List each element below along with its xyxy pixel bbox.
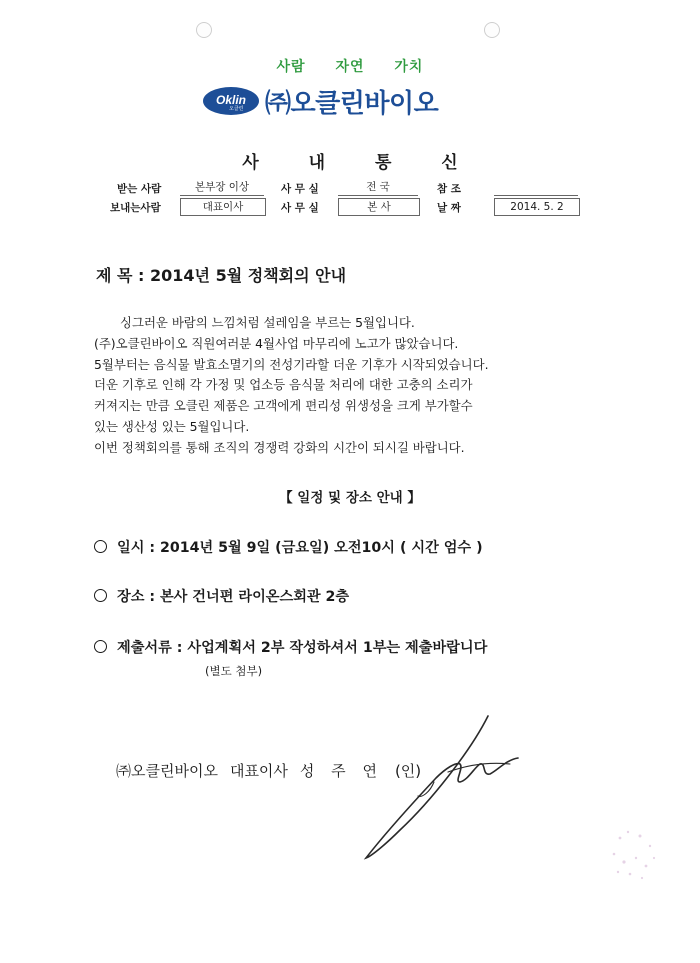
body-line: 더운 기후로 인해 각 가정 및 업소등 음식물 처리에 대한 고충의 소리가 (94, 377, 473, 393)
slogan-word: 가치 (394, 59, 424, 75)
sender-value: 대표이사 (180, 198, 266, 216)
body-line: 이번 정책회의를 통해 조직의 경쟁력 강화의 시간이 되시길 바랍니다. (94, 439, 465, 455)
logo-text: Oklin (215, 92, 246, 107)
sender-office-label: 사 무 실 (281, 202, 319, 214)
section-title: 【 일정 및 장소 안내 】 (279, 490, 421, 506)
slogan-word: 사람 (276, 59, 306, 75)
receiver-office-value: 전 국 (338, 179, 418, 196)
schedule-item-documents (94, 637, 487, 657)
oklin-logo-icon (203, 87, 259, 115)
punch-hole (196, 22, 212, 38)
reference-label: 참 조 (437, 183, 461, 195)
body-line: 커져지는 만큼 오클린 제품은 고객에게 편리성 위생성을 크게 부가할수 (94, 398, 473, 414)
handwritten-signature (360, 712, 530, 862)
slogan-word: 자연 (335, 59, 365, 75)
receiver-label: 받는 사람 (117, 183, 162, 195)
routing-row-sender (0, 198, 700, 218)
company-name: ㈜오클린바이오 (265, 88, 439, 119)
receiver-office-label: 사 무 실 (281, 183, 319, 195)
subject-line: 제 목 : 2014년 5월 정책회의 안내 (96, 266, 347, 285)
sender-office-value: 본 사 (338, 198, 420, 216)
circle-bullet-icon (94, 640, 107, 653)
reference-value (494, 179, 578, 196)
attachment-note: (별도 첨부) (205, 664, 263, 678)
faded-seal-stamp (600, 820, 670, 890)
signature-title: 대표이사 (229, 762, 288, 780)
body-line: 있는 생산성 있는 5월입니다. (94, 418, 250, 434)
slogan (0, 56, 700, 76)
body-text (94, 313, 564, 459)
circle-bullet-icon (94, 540, 107, 553)
logo-subtext: 오클린 (229, 106, 244, 112)
receiver-value: 본부장 이상 (180, 179, 264, 196)
routing-row-receiver (0, 179, 700, 199)
seal-mark: (인) (394, 762, 422, 780)
signature-company: ㈜오클린바이오 (116, 762, 218, 780)
date-label: 날 짜 (437, 202, 461, 214)
date-value: 2014. 5. 2 (494, 198, 580, 216)
punch-hole (484, 22, 500, 38)
body-line: 5월부터는 음식물 발효소멸기의 전성기라할 더운 기후가 시작되었습니다. (94, 356, 489, 372)
schedule-item-datetime (94, 537, 483, 557)
body-line: 싱그러운 바람의 느낌처럼 설레임을 부르는 5월입니다. (120, 315, 415, 330)
company-logo (203, 84, 438, 118)
documents-text: 제출서류 : 사업계획서 2부 작성하셔서 1부는 제출바랍니다 (117, 640, 488, 656)
document-type: 사 내 통 신 (242, 153, 480, 173)
body-line: (주)오클린바이오 직원여러분 4월사업 마무리에 노고가 많았습니다. (94, 335, 459, 351)
schedule-item-place (94, 586, 349, 606)
datetime-text: 일시 : 2014년 5월 9일 (금요일) 오전10시 ( 시간 엄수 ) (117, 540, 483, 556)
sender-label: 보내는사람 (110, 202, 161, 214)
place-text: 장소 : 본사 건너편 라이온스회관 2층 (117, 589, 350, 605)
signature-name: 성 주 연 (299, 762, 383, 780)
circle-bullet-icon (94, 589, 107, 602)
